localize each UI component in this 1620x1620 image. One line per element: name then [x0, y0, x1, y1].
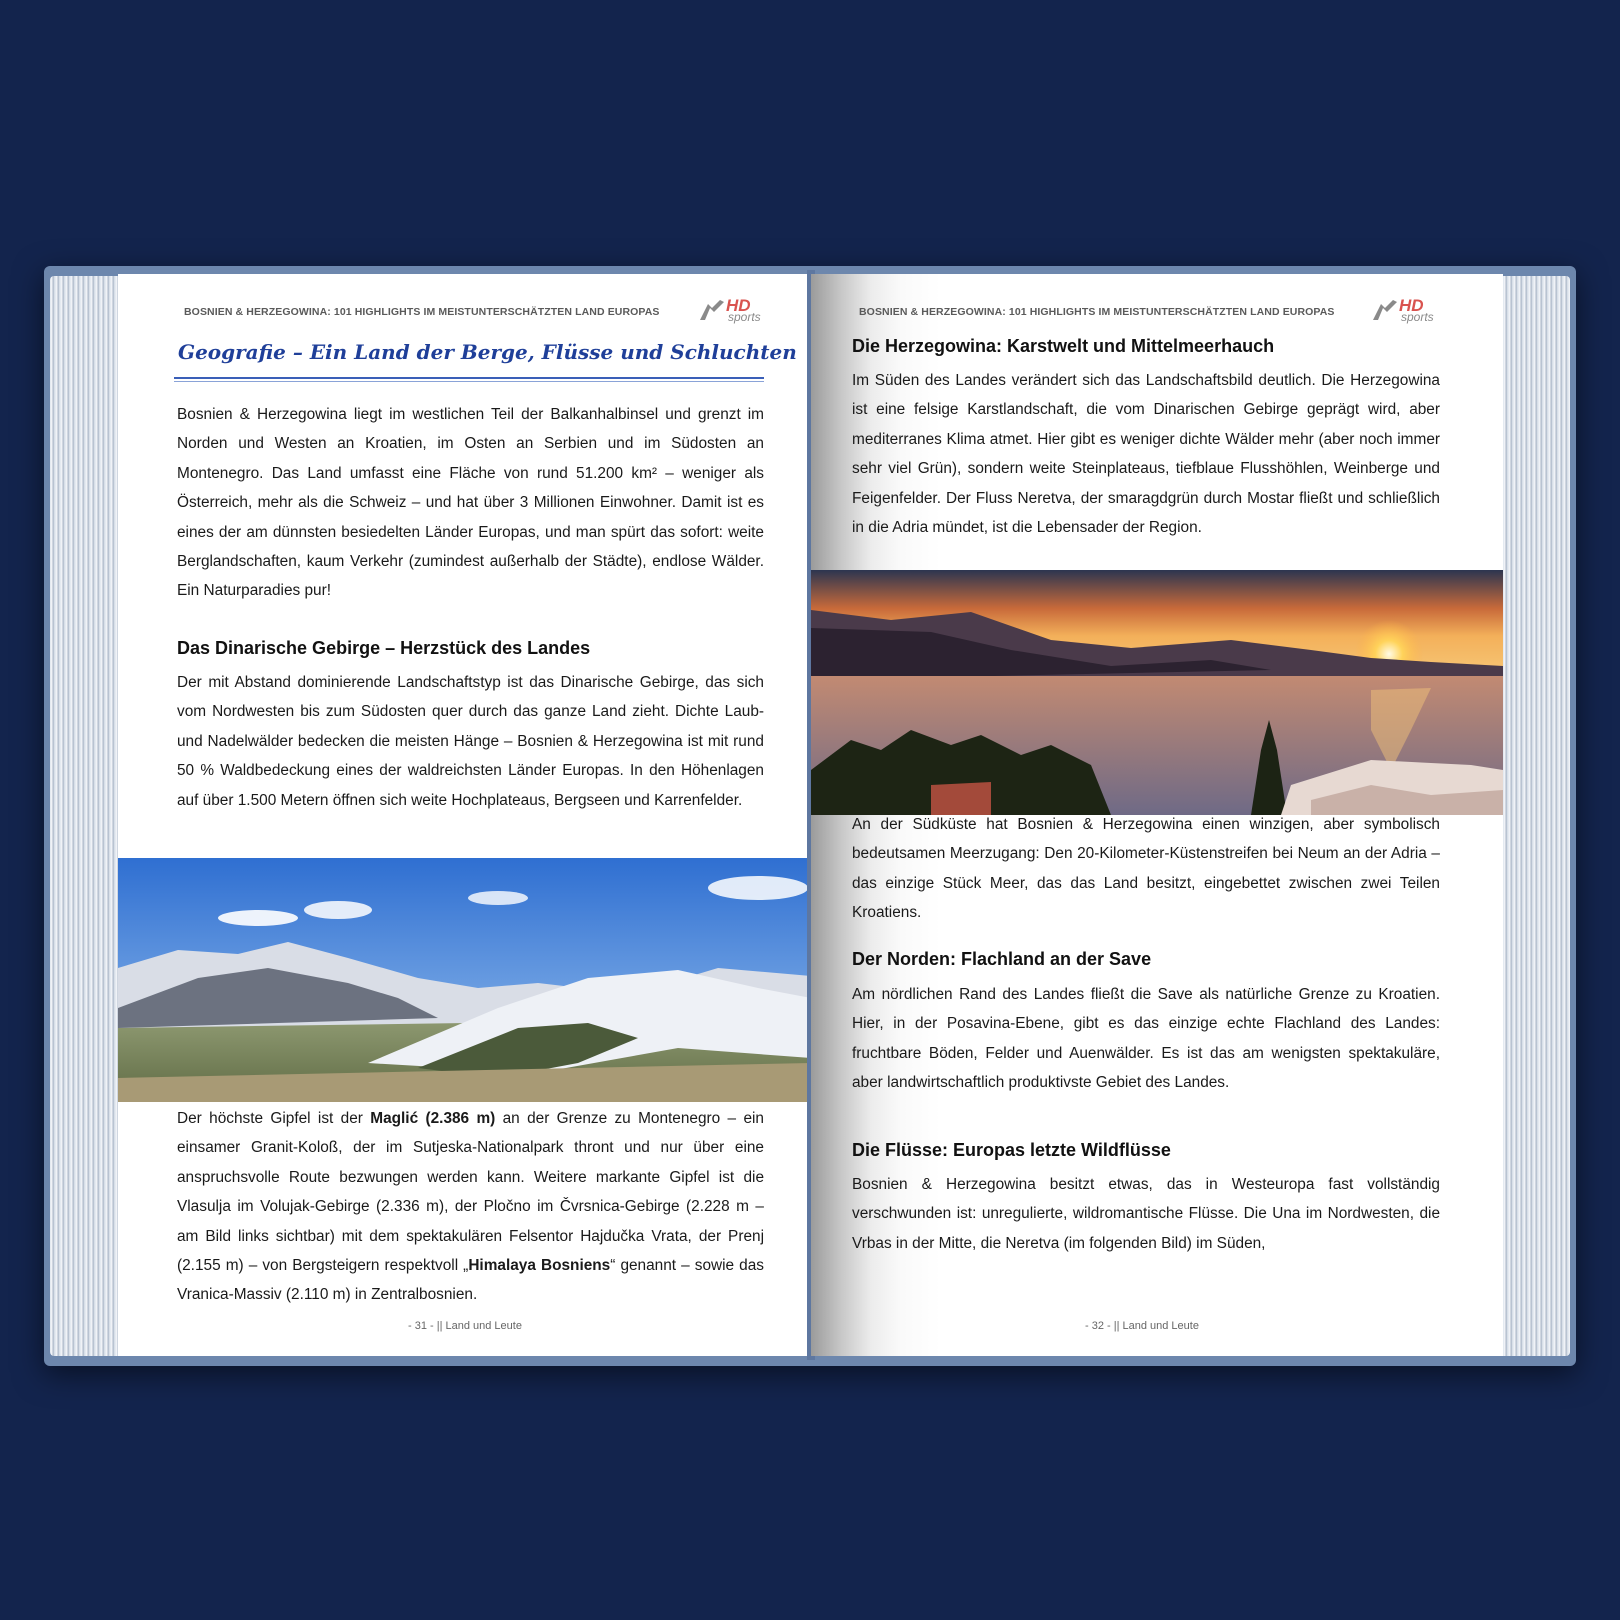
herzegowina-paragraph: Im Süden des Landes verändert sich das Landschaftsbild deutlich. Die Herzegowina ist eine felsige Karstlandschaft, die vom Dinarischen Gebirge geprägt wird, aber mediterranes Klima atmet. Hier gibt es weniger dichte Wälder mehr (aber noch immer sehr viel Grün), sondern weite Steinplateaus, tiefblaue Flusshöhlen, Weinberge und Feigenfelder. Der Fluss Neretva, der smaragdgrün durch Mostar fließt und schließlich in die Adria mündet, ist die Lebensader der Region. — [852, 372, 1440, 537]
intro-paragraph: Bosnien & Herzegowina liegt im westlichen Teil der Balkanhalbinsel und grenzt im Norden und Westen an Kroatien, im Osten an Serbien und im Südosten an Montenegro. Das Land umfasst eine Fläche von rund 51.200 km² – weniger als Österreich, mehr als die Schweiz – und hat über 3 Millionen Einwohner. Damit ist es eines der am dünnsten besiedelten Länder Europas, und man spürt das sofort: weite Berglandschaften, kaum Verkehr (zumindest außerhalb der Städte), endlose Wälder. Ein Naturparadies pur! — [177, 406, 764, 600]
running-head-right: BOSNIEN & HERZEGOWINA: 101 HIGHLIGHTS IM MEISTUNTERSCHÄTZTEN LAND EUROPAS — [859, 306, 1335, 318]
dinaric-paragraph: Der mit Abstand dominierende Landschaftstyp ist das Dinarische Gebirge, das sich vom Nordwesten bis zum Südosten quer durch das ganze Land zieht. Dichte Laub- und Nadelwälder bedecken die meisten Hänge – Bosnien & Herzegowina ist mit rund 50 % Waldbedeckung eines der waldreichsten Länder Europas. In den Höhenlagen auf über 1.500 Metern öffnen sich weite Hochplateaus, Bergseen und Karrenfelder. — [177, 674, 764, 809]
logo-sports: sports — [1401, 310, 1434, 324]
page-edges-right — [1498, 276, 1570, 1356]
hd-sports-logo-right — [1371, 296, 1451, 326]
chapter-title: Geografie – Ein Land der Berge, Flüsse und Schluchten — [178, 340, 797, 364]
peaks-text-3: “ genannt – sowie das Vranica-Massiv (2.110 m) in Zentralbosnien. — [177, 1257, 764, 1304]
runner-logo-icon — [1371, 298, 1399, 322]
section-heading-herzegowina: Die Herzegowina: Karstwelt und Mittelmeerhauch — [852, 336, 1275, 356]
title-underline — [174, 377, 764, 379]
section-heading-rivers: Die Flüsse: Europas letzte Wildflüsse — [852, 1140, 1171, 1160]
section-heading: Das Dinarische Gebirge – Herzstück des Landes — [177, 638, 591, 658]
rivers-paragraph: Bosnien & Herzegowina besitzt etwas, das in Westeuropa fast vollständig verschwunden ist: unregulierte, wildromantische Flüsse. Die Una im Nordwesten, die Vrbas in der Mitte, die Neretva (im folgenden Bild) im Süden, — [852, 1176, 1440, 1252]
sunset-sea-photo — [811, 570, 1503, 815]
coast-paragraph: An der Südküste hat Bosnien & Herzegowina einen winzigen, aber symbolisch bedeutsamen Meerzugang: Den 20-Kilometer-Küstenstreifen bei Neum an der Adria – das einzige Stück Meer, das das Land besitzt, eingebettet zwischen zwei Teilen Kroatiens. — [852, 816, 1440, 922]
runner-logo-icon — [698, 298, 726, 322]
logo-sports: sports — [728, 310, 761, 324]
right-page — [811, 274, 1503, 1356]
page-footer-31: - 31 - || Land und Leute — [408, 1320, 522, 1332]
peaks-text-1: Der höchste Gipfel ist der — [177, 1110, 371, 1127]
himalaya-bold: Himalaya Bosniens — [468, 1257, 611, 1275]
page-edges-left — [50, 276, 122, 1356]
logo-hd: HD — [1399, 296, 1424, 315]
hd-sports-logo — [698, 296, 778, 326]
section-heading-north: Der Norden: Flachland an der Save — [852, 949, 1152, 969]
title-underline-thin — [174, 381, 764, 382]
page-footer-32: - 32 - || Land und Leute — [1085, 1320, 1199, 1332]
left-page — [118, 274, 811, 1356]
running-head: BOSNIEN & HERZEGOWINA: 101 HIGHLIGHTS IM MEISTUNTERSCHÄTZTEN LAND EUROPAS — [184, 306, 660, 318]
north-paragraph: Am nördlichen Rand des Landes fließt die Save als natürliche Grenze zu Kroatien. Hier, in der Posavina-Ebene, gibt es das einzige echte Flachland des Landes: fruchtbare Böden, Felder und Auenwälder. Es ist das am wenigsten spektakuläre, aber landwirtschaftlich produktivste Gebiet des Landes. — [852, 986, 1440, 1092]
maglic-bold: Maglić (2.386 m) — [370, 1110, 496, 1127]
logo-hd: HD — [726, 296, 751, 315]
mountain-photo — [118, 858, 811, 1102]
peaks-paragraph — [177, 1104, 764, 1310]
peaks-text-2: an der Grenze zu Montenegro – ein einsamer Granit-Koloß, der im Sutjeska-Nationalpark thront und nur über eine anspruchsvolle Route bezwungen werden kann. Weitere markante Gipfel ist die Vlasulja im Volujak-Gebirge (2.336 m), der Pločno im Čvrsnica-Gebirge (2.228 m – am Bild links sichtbar) mit dem spektakulären Felsentor Hajdučka Vrata, der Prenj (2.155 m) – von Bergsteigern respektvoll „ — [177, 1110, 764, 1275]
